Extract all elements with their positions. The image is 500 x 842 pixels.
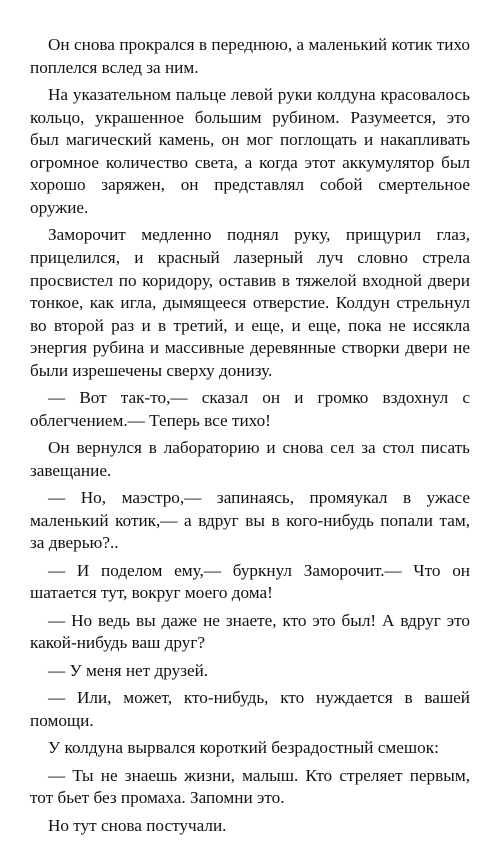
- paragraph-12: — Ты не знаешь жизни, малыш. Кто стреляет первым, тот бьет без промаха. Запомни это.: [30, 765, 470, 808]
- paragraph-6: — Но, маэстро,— запинаясь, промяукал в ужасе маленький котик,— а вдруг вы в кого-нибудь попали там, за дверью?..: [30, 488, 470, 553]
- paragraph-3: Заморочит медленно поднял руку, прищурил глаз, прицелился, и красный лазерный луч словно стрела просвистел по коридору, оставив в тяжелой входной двери тонкое, как игла, дымящееся отверстие. Колдун стрельнул во второй раз и в третий, и еще, и еще, пока не иссякла энергия рубина и массивные деревянные створки двери не были изрешечены сверху донизу.: [30, 225, 470, 380]
- paragraph-2: На указательном пальце левой руки колдуна красовалось кольцо, украшенное большим рубином. Разумеется, это был магический камень, он мог поглощать и накапливать огромное количество света, а когда этот аккумулятор был хорошо заряжен, он представлял собой смертельное оружие.: [30, 84, 470, 217]
- paragraph-9: — У меня нет друзей.: [48, 660, 209, 680]
- book-page: [30, 34, 470, 842]
- paragraph-7: — И поделом ему,— буркнул Заморочит.— Что он шатается тут, вокруг моего дома!: [30, 560, 470, 603]
- paragraph-11: У колдуна вырвался короткий безрадостный смешок:: [48, 738, 439, 758]
- paragraph-8: — Но ведь вы даже не знаете, кто это был! А вдруг это какой-нибудь ваш друг?: [30, 610, 470, 653]
- paragraph-10: — Или, может, кто-нибудь, кто нуждается в вашей помощи.: [30, 688, 470, 730]
- paragraph-13: Но тут снова постучали.: [48, 815, 227, 835]
- paragraph-1: Он снова прокрался в переднюю, а маленький котик тихо поплелся вслед за ним.: [30, 35, 470, 77]
- paragraph-5: Он вернулся в лабораторию и снова сел за стол писать завещание.: [30, 438, 470, 480]
- paragraph-4: — Вот так-то,— сказал он и громко вздохнул с облегчением.— Теперь все тихо!: [30, 388, 470, 430]
